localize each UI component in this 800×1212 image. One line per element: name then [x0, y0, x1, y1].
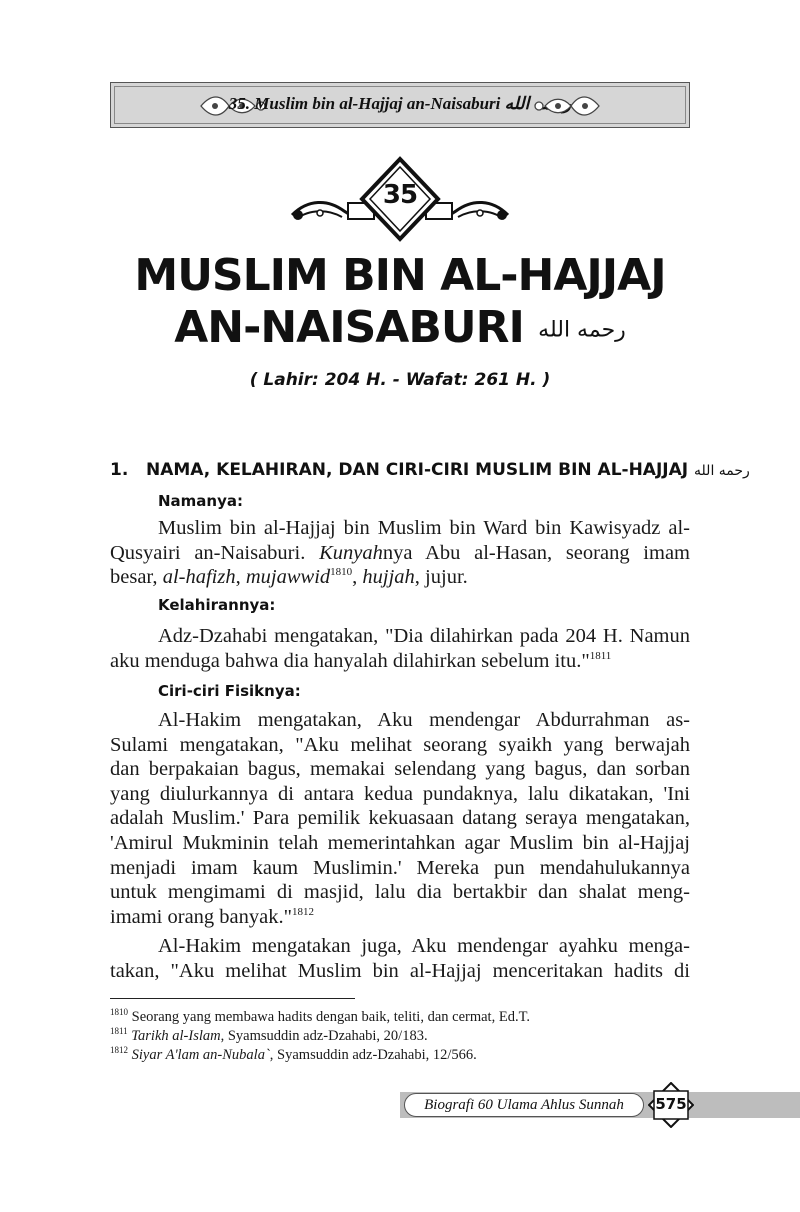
footnote-ref: 1812 [292, 905, 314, 918]
text-line: aku menduga bahwa dia hanyalah dilahirkan sebelum itu."$^{1811}$ [110, 649, 612, 672]
subheading-ciri-fisik: Ciri-ciri Fisiknya: [158, 682, 301, 700]
subheading-kelahiran: Kelahirannya: [158, 596, 276, 614]
footnote: $^{1811}$ Tarikh al-Islam, Syamsuddin adz-Dzahabi, 20/183. [110, 1026, 428, 1044]
paragraph-kelahiran [110, 624, 690, 673]
paragraph-ciri-fisik [110, 708, 690, 929]
text-line: adalah Muslim.' Para pemilik kekuasaan datang seraya mengatakan, [110, 807, 690, 830]
text-line: Qusyairi an-Naisaburi. Kunyahnya Abu al-Hasan, seorang imam [110, 541, 690, 564]
page-number: 575 [655, 1095, 687, 1113]
chapter-number: 35 [382, 180, 418, 210]
footnote-ref: 1811 [589, 649, 612, 662]
chapter-title-line2 [0, 302, 800, 353]
arabic-honorific: رحمه الله [538, 317, 626, 343]
subheading-namanya: Namanya: [158, 492, 244, 510]
footnote-divider [110, 998, 355, 999]
arabic-honorific: رحمه الله [694, 463, 750, 479]
text-line: untuk mengimami di masjid, lalu dia bertakbir dan shalat meng- [110, 881, 690, 904]
text-line: Al-Hakim mengatakan juga, Aku mendengar ayahku menga- [158, 935, 690, 957]
chapter-title-text: AN-NAISABURI [174, 302, 524, 353]
floral-ornament-icon [531, 91, 601, 121]
text-line: dan berpakaian bagus, memakai selendang yang bagus, dan sorban [110, 758, 690, 781]
text-line: imami orang banyak."$^{1812}$ [110, 905, 314, 928]
paragraph-hakim [110, 934, 690, 983]
section-heading-text: NAMA, KELAHIRAN, DAN CIRI-CIRI MUSLIM BIN AL-HAJJAJ [146, 460, 689, 480]
footer-book-title: Biografi 60 Ulama Ahlus Sunnah [424, 1097, 624, 1113]
section-heading [110, 460, 750, 480]
footnote: $^{1810}$ Seorang yang membawa hadits dengan baik, teliti, dan cermat, Ed.T. [110, 1007, 530, 1025]
text-line: Al-Hakim mengatakan, Aku mendengar Abdurrahman as- [158, 709, 690, 731]
text-line: Sulami mengatakan, "Aku melihat seorang syaikh yang berwajah [110, 733, 690, 756]
paragraph-namanya [110, 516, 690, 590]
footnote: $^{1812}$ Siyar A'lam an-Nubala`, Syamsuddin adz-Dzahabi, 12/566. [110, 1045, 477, 1063]
text-line: yang diulurkannya di antara kedua pundaknya, lalu dikatakan, 'Ini [110, 782, 690, 805]
text-line: menjadi imam kaum Muslimin.' Mereka pun mendahulukannya [110, 856, 690, 879]
running-header [110, 82, 690, 128]
text-line: Adz-Dzahabi mengatakan, "Dia dilahirkan pada 204 H. Namun [158, 625, 690, 647]
text-line: Muslim bin al-Hajjaj bin Muslim bin Ward bin Kawisyadz al- [158, 517, 690, 539]
running-header-title: 35. Muslim bin al-Hajjaj an-Naisaburi رحمه الله [228, 94, 572, 113]
footnotes [110, 1008, 690, 1065]
chapter-title-line1: MUSLIM BIN AL-HAJJAJ [134, 250, 666, 301]
chapter-lifespan: ( Lahir: 204 H. - Wafat: 261 H. ) [249, 370, 551, 390]
text-line: takan, "Aku melihat Muslim bin al-Hajjaj menceritakan hadits di [110, 959, 690, 982]
text-line: 'Amirul Mukminin telah memerintahkan agar Muslim bin al-Hajjaj [110, 831, 690, 854]
floral-ornament-icon [199, 91, 269, 121]
footnote-ref: 1810 [330, 566, 353, 579]
text-line: besar, al-hafizh, mujawwid$^{1810}$, hujjah, jujur. [110, 566, 468, 589]
section-number: 1. [110, 460, 129, 480]
